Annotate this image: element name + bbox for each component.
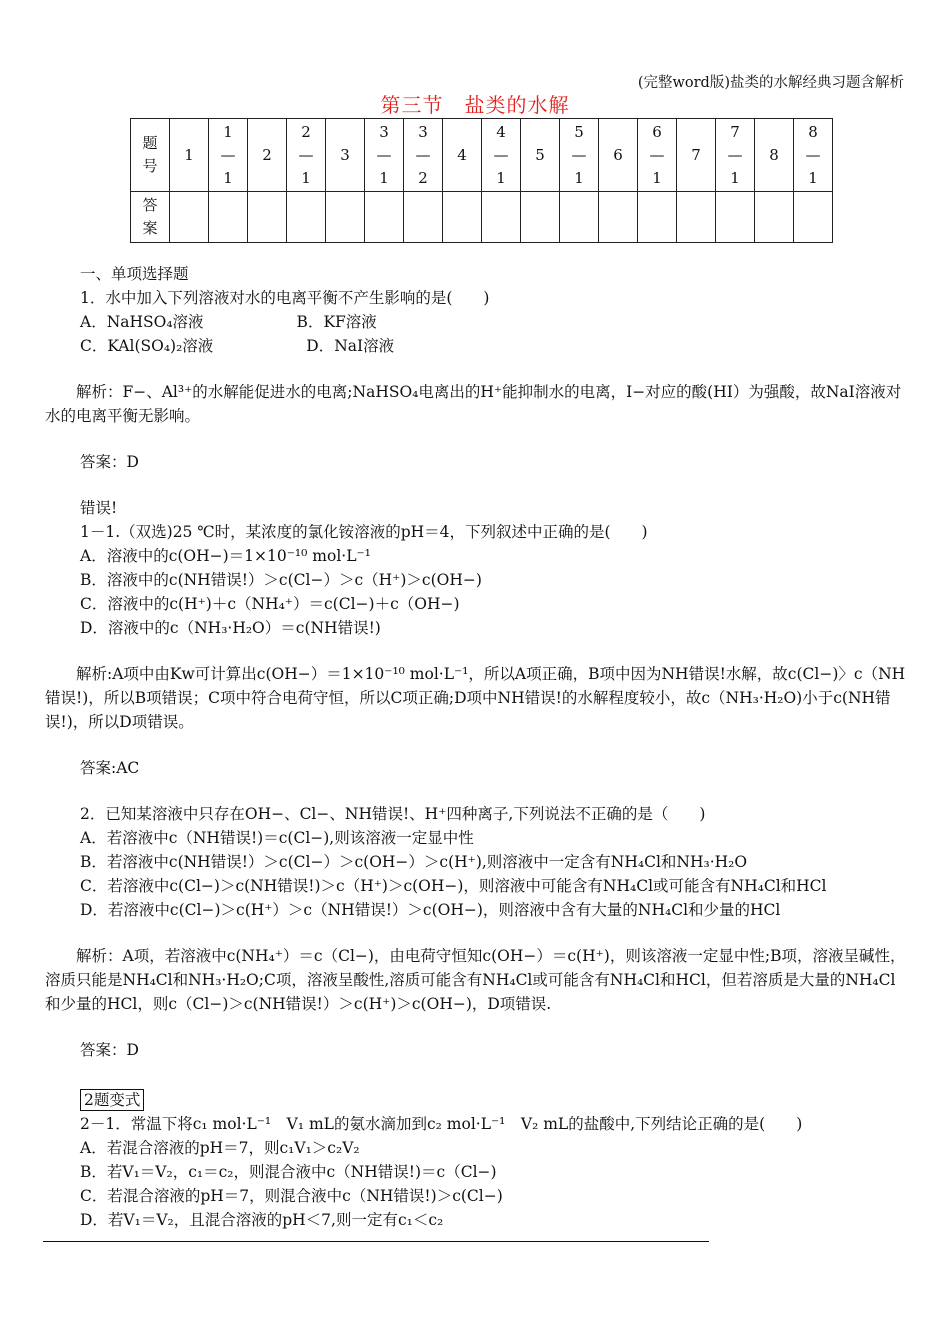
question-2-1: 2－1．常温下将c₁ mol·L⁻¹ V₁ mL的氨水滴加到c₂ mol·L⁻¹ V₂ mL的盐酸中,下列结论正确的是( ) xyxy=(80,1115,803,1133)
question-2: 2．已知某溶液中只存在OH−、Cl−、NH错误!、H⁺四种离子,下列说法不正确的是（ ) xyxy=(80,805,706,823)
question-1-1: 1－1.（双选)25 ℃时，某浓度的氯化铵溶液的pH＝4，下列叙述中正确的是( ) xyxy=(80,523,648,541)
question-number-cell: 8 xyxy=(755,119,794,192)
question-1-1-explanation: 解析:A项中由Kw可计算出c(OH−）＝1×10⁻¹⁰ mol·L⁻¹，所以A项正确，B项中因为NH错误!水解，故c(Cl−)〉c（NH错误!)，所以B项错误；C项中符合电荷守恒，所以C项正确;D项中NH错误!的水解程度较小，故c（NH₃·H₂O)小于c(NH错误!)，所以D项错误。 xyxy=(45,665,906,731)
question-number-cell: 4 — 1 xyxy=(482,119,521,192)
question-1-1-answer: 答案:AC xyxy=(80,759,140,777)
answer-cell[interactable] xyxy=(716,192,755,243)
section-heading: 一、单项选择题 xyxy=(80,265,189,283)
question-number-cell: 3 xyxy=(326,119,365,192)
page-title: 第三节 盐类的水解 xyxy=(380,93,570,117)
answer-cell[interactable] xyxy=(443,192,482,243)
question-number-cell: 8 — 1 xyxy=(794,119,833,192)
answer-cell[interactable] xyxy=(599,192,638,243)
answer-cell[interactable] xyxy=(755,192,794,243)
question-number-cell: 5 xyxy=(521,119,560,192)
question-number-cell: 2 xyxy=(248,119,287,192)
question-1-options-ab: A．NaHSO₄溶液 B．KF溶液 xyxy=(80,313,377,331)
answer-cell[interactable] xyxy=(482,192,521,243)
document-header: (完整word版)盐类的水解经典习题含解析 xyxy=(637,75,904,91)
question-1: 1．水中加入下列溶液对水的电离平衡不产生影响的是( ) xyxy=(80,289,490,307)
question-1-1-option-d: D．溶液中的c（NH₃·H₂O）＝c(NH错误!) xyxy=(80,619,381,637)
error-note: 错误! xyxy=(80,499,118,517)
question-2-1-option-d: D．若V₁＝V₂，且混合溶液的pH＜7,则一定有c₁＜c₂ xyxy=(80,1211,444,1229)
answer-table xyxy=(130,118,833,243)
question-number-cell: 3 — 1 xyxy=(365,119,404,192)
question-1-answer: 答案：D xyxy=(80,453,139,471)
question-number-cell: 1 — 1 xyxy=(209,119,248,192)
question-number-cell: 6 xyxy=(599,119,638,192)
table-header-answer: 答 案 xyxy=(131,192,170,243)
question-number-cell: 4 xyxy=(443,119,482,192)
question-2-1-option-b: B．若V₁＝V₂，c₁＝c₂，则混合液中c（NH错误!)＝c（Cl−) xyxy=(80,1163,497,1181)
answer-cell[interactable] xyxy=(794,192,833,243)
answer-cell[interactable] xyxy=(365,192,404,243)
answer-cell[interactable] xyxy=(248,192,287,243)
document-body xyxy=(45,262,910,1232)
answer-cell[interactable] xyxy=(521,192,560,243)
question-2-option-b: B．若溶液中c(NH错误!）＞c(Cl−）＞c(OH−）＞c(H⁺),则溶液中一定含有NH₄Cl和NH₃·H₂O xyxy=(80,853,748,871)
question-1-1-option-a: A．溶液中的c(OH−)＝1×10⁻¹⁰ mol·L⁻¹ xyxy=(80,547,371,565)
question-number-cell: 3 — 2 xyxy=(404,119,443,192)
question-number-cell: 5 — 1 xyxy=(560,119,599,192)
question-2-1-option-a: A．若混合溶液的pH＝7，则c₁V₁＞c₂V₂ xyxy=(80,1139,360,1157)
question-number-cell: 6 — 1 xyxy=(638,119,677,192)
question-1-1-option-b: B．溶液中的c(NH错误!）＞c(Cl−）＞c（H⁺)＞c(OH−) xyxy=(80,571,482,589)
question-2-explanation: 解析：A项，若溶液中c(NH₄⁺）＝c（Cl−)，由电荷守恒知c(OH−）＝c(H⁺)，则该溶液一定显中性;B项，溶液呈碱性，溶质只能是NH₄Cl和NH₃·H₂O;C项，溶液呈酸性,溶质可能含有NH₄Cl或可能含有NH₄Cl和HCl，但若溶质是大量的NH₄Cl和少量的HCl，则c（Cl−)＞c(NH错误!）＞c(H⁺)＞c(OH−)，D项错误. xyxy=(45,947,906,1013)
question-number-cell: 1 xyxy=(170,119,209,192)
question-1-options-cd: C．KAl(SO₄)₂溶液 D．NaI溶液 xyxy=(80,337,395,355)
answer-cell[interactable] xyxy=(677,192,716,243)
question-2-1-option-c: C．若混合溶液的pH＝7，则混合液中c（NH错误!)＞c(Cl−) xyxy=(80,1187,503,1205)
question-number-cell: 7 xyxy=(677,119,716,192)
variant-label: 2题变式 xyxy=(80,1089,144,1111)
question-number-cell: 2 — 1 xyxy=(287,119,326,192)
footer-divider xyxy=(43,1241,709,1242)
question-1-1-option-c: C．溶液中的c(H⁺)＋c（NH₄⁺）＝c(Cl−)＋c（OH−) xyxy=(80,595,460,613)
question-1-explanation: 解析：F−、Al³⁺的水解能促进水的电离;NaHSO₄电离出的H⁺能抑制水的电离，I−对应的酸(HI）为强酸，故NaI溶液对水的电离平衡无影响。 xyxy=(45,383,902,425)
answer-cell[interactable] xyxy=(560,192,599,243)
answer-cell[interactable] xyxy=(326,192,365,243)
answer-cell[interactable] xyxy=(404,192,443,243)
question-2-option-a: A．若溶液中c（NH错误!)＝c(Cl−),则该溶液一定显中性 xyxy=(80,829,474,847)
answer-cell[interactable] xyxy=(209,192,248,243)
question-2-option-c: C．若溶液中c(Cl−)＞c(NH错误!)＞c（H⁺)＞c(OH−)，则溶液中可能含有NH₄Cl或可能含有NH₄Cl和HCl xyxy=(80,877,827,895)
table-header-question: 题 号 xyxy=(131,119,170,192)
answer-cell[interactable] xyxy=(170,192,209,243)
question-2-answer: 答案：D xyxy=(80,1041,139,1059)
answer-cell[interactable] xyxy=(638,192,677,243)
answer-cell[interactable] xyxy=(287,192,326,243)
question-2-option-d: D．若溶液中c(Cl−)＞c(H⁺）＞c（NH错误!）＞c(OH−)，则溶液中含有大量的NH₄Cl和少量的HCl xyxy=(80,901,781,919)
question-number-cell: 7 — 1 xyxy=(716,119,755,192)
